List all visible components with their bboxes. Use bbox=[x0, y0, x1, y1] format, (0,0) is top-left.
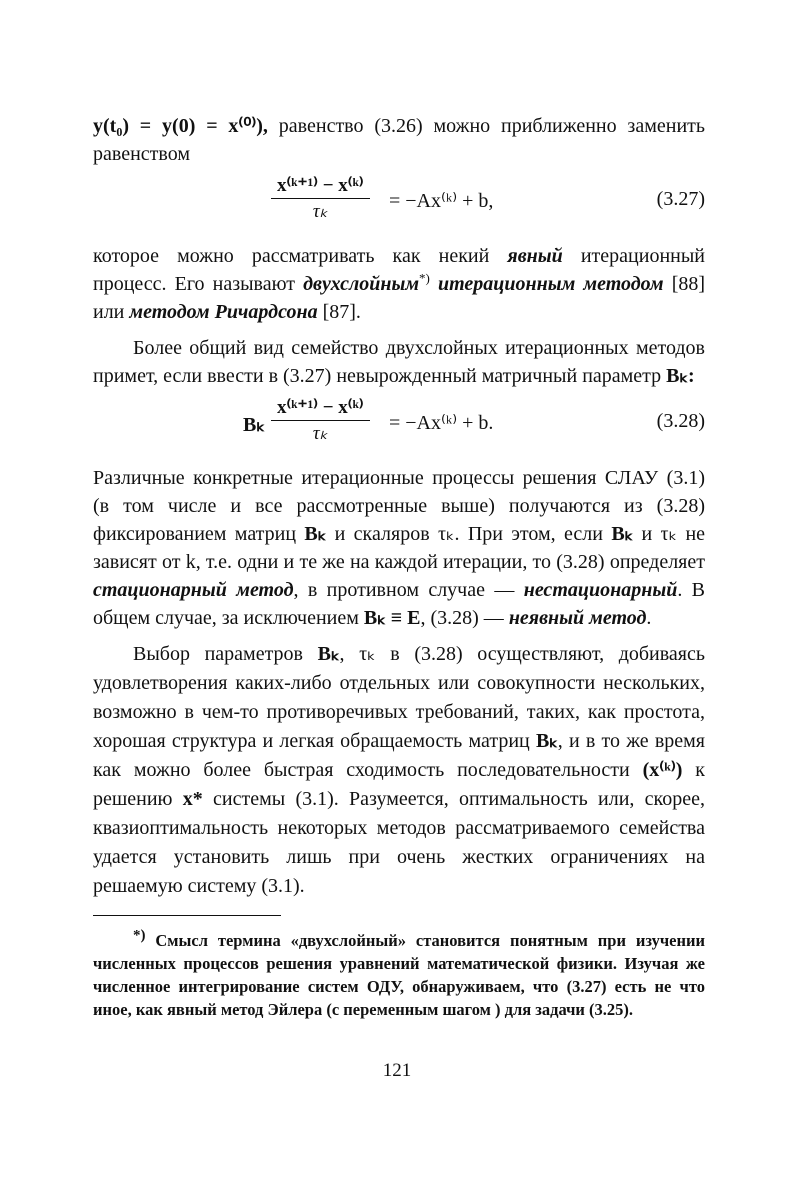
term-two-layer: двухслойным bbox=[303, 273, 420, 295]
denominator: τₖ bbox=[312, 201, 328, 222]
text: которое можно рассматривать как некий bbox=[93, 245, 490, 267]
term-iterative-method: итерационным методом bbox=[437, 273, 664, 295]
paragraph-5 bbox=[93, 640, 705, 901]
text: , (3.28) — bbox=[420, 607, 504, 629]
symbol-bk: Bₖ bbox=[317, 643, 340, 665]
solution-symbol: x* bbox=[182, 788, 203, 810]
text: . bbox=[646, 607, 652, 629]
sequence-symbol: (x⁽ᵏ⁾) bbox=[642, 759, 683, 781]
footnote-ref: *) bbox=[419, 270, 430, 286]
equation-3-27 bbox=[93, 168, 705, 242]
text: Более общий вид семейство двухслойных итерационных методов примет, если ввести в (3.27) невырожденный матричный параметр bbox=[93, 337, 705, 387]
text: к решению bbox=[93, 759, 706, 810]
footnote-divider bbox=[93, 915, 281, 916]
text: [87]. bbox=[322, 301, 361, 323]
symbol-bk: Bₖ bbox=[611, 523, 634, 545]
fraction-3-28 bbox=[271, 396, 370, 447]
text: системы (3.1). Разумеется, оптимальность или, скорее, квазиоптимальность некоторых методов рассматриваемого семейства удается установить лишь при очень жестких ограничениях на решаемую систему (3.1). bbox=[93, 788, 706, 897]
denominator: τₖ bbox=[312, 423, 328, 444]
text: , τₖ в (3.28) осуществляют, добиваясь удовлетворения каких-либо отдельных или совокупности нескольких, возможно в чем-то противоречивых требований, таких, как простота, хорошая структура и легкая обращаемость матриц bbox=[93, 643, 706, 752]
page-body bbox=[93, 112, 705, 901]
paragraph-1 bbox=[93, 112, 705, 168]
symbol-bk: Bₖ bbox=[535, 730, 558, 752]
paragraph-1-text: равенство (3.26) можно приближенно заменить равенством bbox=[93, 115, 706, 165]
paragraph-2 bbox=[93, 242, 705, 326]
text: [88] или bbox=[93, 273, 706, 323]
fraction-3-27 bbox=[271, 174, 370, 225]
text: и τₖ не зависят от k, т.е. одни и те же на каждой итерации, то (3.28) определяет bbox=[93, 523, 706, 573]
initial-condition-formula: y(t₀) = y(0) = x⁽⁰⁾), bbox=[93, 115, 268, 137]
numerator: x⁽ᵏ⁺¹⁾ − x⁽ᵏ⁾ bbox=[277, 175, 364, 196]
term-stationary-method: стационарный метод bbox=[93, 579, 294, 601]
term-richardson-method: методом Ричардсона bbox=[129, 301, 318, 323]
equation-lhs: Bₖ bbox=[243, 414, 265, 436]
term-nonstationary: нестационарный bbox=[523, 579, 678, 601]
identity-condition: Bₖ ≡ E bbox=[363, 607, 421, 629]
symbol-bk: Bₖ bbox=[304, 523, 327, 545]
term-explicit: явный bbox=[507, 245, 563, 267]
text: Различные конкретные итерационные процессы решения СЛАУ (3.1) (в том числе и все рассмотренные выше) получаются из (3.28) фиксированием матриц bbox=[93, 467, 705, 545]
text: Выбор параметров bbox=[133, 643, 303, 665]
text: . В общем случае, за исключением bbox=[93, 579, 706, 629]
paragraph-3 bbox=[93, 334, 705, 390]
text: итерационный процесс. Его называют bbox=[93, 245, 705, 295]
page-number: 121 bbox=[382, 1060, 412, 1081]
footnote bbox=[93, 929, 705, 1021]
equation-rhs: = −Ax⁽ᵏ⁾ + b, bbox=[389, 190, 494, 212]
term-implicit-method: неявный метод bbox=[508, 607, 647, 629]
text: и скаляров τₖ. При этом, если bbox=[334, 523, 603, 545]
equation-number: (3.28) bbox=[656, 410, 705, 432]
equation-number: (3.27) bbox=[656, 188, 705, 210]
equation-rhs: = −Ax⁽ᵏ⁾ + b. bbox=[389, 412, 494, 434]
equation-3-28 bbox=[93, 390, 705, 464]
footnote-text: Смысл термина «двухслойный» становится понятным при изучении численных процессов решения уравнений математической физики. Изучая же численное интегрирование систем ОДУ, обнаруживаем, что (3.27) есть не что иное, как явный метод Эйлера (с переменным шагом ) для задачи (3.25). bbox=[93, 931, 706, 1019]
numerator: x⁽ᵏ⁺¹⁾ − x⁽ᵏ⁾ bbox=[277, 397, 364, 418]
text: , и в то же время как можно более быстрая сходимость последовательности bbox=[93, 730, 706, 781]
footnote-text-block bbox=[93, 929, 705, 1021]
paragraph-4 bbox=[93, 464, 705, 632]
text: , в противном случае — bbox=[293, 579, 515, 601]
footnote-mark: *) bbox=[133, 927, 146, 944]
matrix-parameter: Bₖ: bbox=[666, 365, 695, 387]
